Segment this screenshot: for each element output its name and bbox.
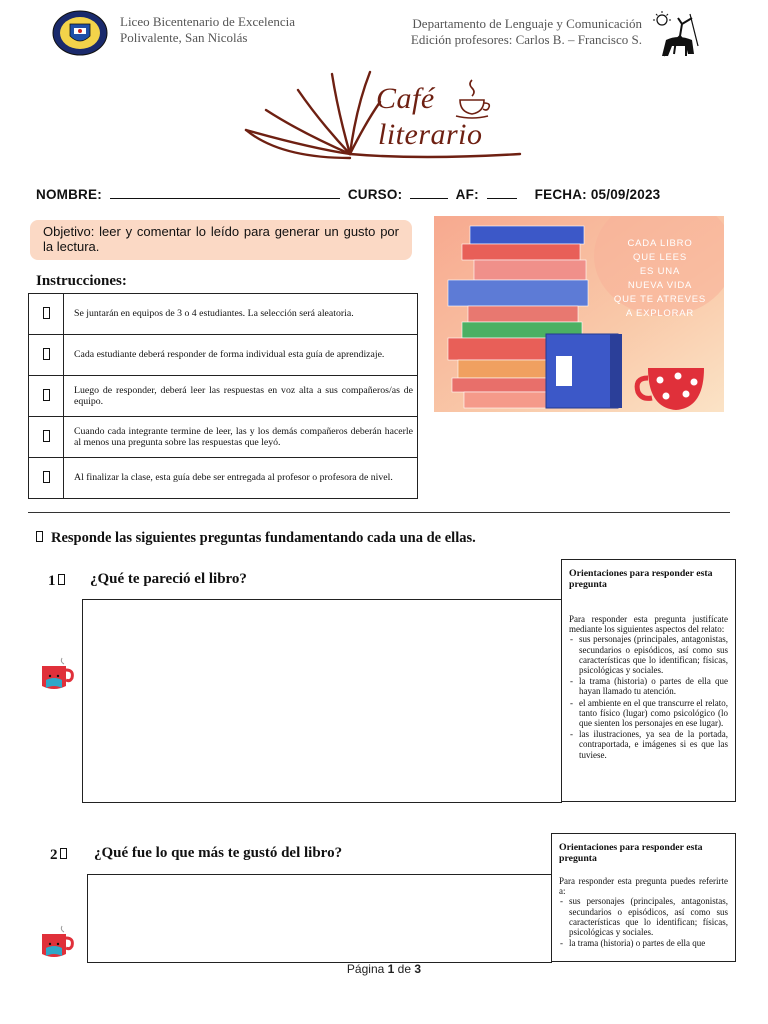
instruction-row bbox=[29, 335, 418, 376]
fecha-label: FECHA: bbox=[534, 187, 587, 202]
list-item: - la trama (historia) o partes de ella que bbox=[569, 938, 728, 948]
q1-question: ¿Qué te pareció el libro? bbox=[90, 571, 247, 587]
list-item: - la trama (historia) o partes de ella que hayan llamado tu atención. bbox=[579, 676, 728, 696]
mug-book-icon bbox=[38, 924, 76, 962]
q1-guide-list bbox=[569, 634, 728, 759]
title-cafe: Café bbox=[376, 82, 435, 115]
list-item: - el ambiente en el que transcurre el relato, tanto físico (lugar) como psicológico (lo que sienten los personajes en ese lugar). bbox=[579, 698, 728, 729]
illus-line4: NUEVA VIDA bbox=[627, 280, 693, 291]
fecha-value: 05/09/2023 bbox=[590, 187, 661, 202]
instructions-title: Instrucciones: bbox=[36, 273, 127, 289]
responde-heading bbox=[36, 530, 476, 547]
title-literario: literario bbox=[378, 118, 483, 151]
school-name bbox=[120, 14, 295, 46]
illus-line2: QUE LEES bbox=[633, 252, 687, 263]
nombre-label: NOMBRE: bbox=[36, 187, 102, 202]
instructions-table bbox=[28, 293, 418, 499]
checkbox-icon[interactable] bbox=[43, 471, 50, 483]
nombre-field[interactable] bbox=[110, 186, 340, 199]
instruction-text: Se juntarán en equipos de 3 o 4 estudiantes. La selección será aleatoria. bbox=[64, 294, 418, 335]
instruction-text: Al finalizar la clase, esta guía debe ser entregada al profesor o profesora de nivel. bbox=[64, 458, 418, 499]
student-info-line bbox=[36, 186, 660, 202]
curso-field[interactable] bbox=[410, 186, 448, 199]
checkbox-icon[interactable] bbox=[43, 307, 50, 319]
school-line2: Polivalente, San Nicolás bbox=[120, 30, 248, 45]
af-label: AF: bbox=[455, 187, 479, 202]
objective-box: Objetivo: leer y comentar lo leído para generar un gusto por la lectura. bbox=[30, 220, 412, 260]
q2-guide-title: Orientaciones para responder esta pregunta bbox=[559, 842, 703, 864]
q2-number-text: 2 bbox=[50, 847, 58, 863]
q2-question: ¿Qué fue lo que más te gustó del libro? bbox=[94, 845, 343, 861]
q1-number-text: 1 bbox=[48, 573, 56, 589]
checkbox-icon[interactable] bbox=[43, 348, 50, 360]
cafe-literario-logo bbox=[240, 62, 530, 166]
curso-label: CURSO: bbox=[347, 187, 403, 202]
total-pages: 3 bbox=[414, 962, 422, 976]
af-field[interactable] bbox=[487, 186, 517, 199]
illus-line1: CADA LIBRO bbox=[627, 238, 693, 249]
q1-number bbox=[48, 573, 65, 590]
books-illustration bbox=[434, 216, 724, 412]
responde-text: Responde las siguientes preguntas fundamentando cada una de ellas. bbox=[51, 530, 476, 546]
list-item: - sus personajes (principales, antagonistas, secundarios o episódicos, así como sus características que lo identifican; físicas, psicológicas y sociales. bbox=[569, 896, 728, 937]
q2-number bbox=[50, 847, 67, 864]
instruction-row bbox=[29, 458, 418, 499]
illus-line5: QUE TE ATREVES bbox=[613, 294, 707, 305]
list-item: - sus personajes (principales, antagonistas, secundarios o episódicos, así como sus características que lo identifican; físicas, psicológicas y sociales. bbox=[579, 634, 728, 675]
instruction-text: Cada estudiante deberá responder de forma individual esta guía de aprendizaje. bbox=[64, 335, 418, 376]
coffee-cup-icon bbox=[454, 76, 494, 120]
illus-line6: A EXPLORAR bbox=[625, 308, 695, 319]
q2-answer-box[interactable] bbox=[87, 874, 552, 963]
mug-book-icon bbox=[38, 656, 76, 694]
instruction-row bbox=[29, 417, 418, 458]
pagina-label: Página bbox=[346, 962, 385, 976]
dept-line1: Departamento de Lenguaje y Comunicación bbox=[412, 16, 642, 31]
school-line1: Liceo Bicentenario de Excelencia bbox=[120, 14, 296, 29]
q1-guide-intro: Para responder esta pregunta justifícate mediante los siguientes aspectos del relato: bbox=[569, 614, 728, 635]
checkbox-icon[interactable] bbox=[43, 430, 50, 442]
instruction-text: Cuando cada integrante termine de leer, las y los demás compañeros deberán hacerle al menos una pregunta sobre las respuestas que leyó. bbox=[64, 417, 418, 458]
page-footer bbox=[0, 962, 768, 976]
q1-answer-box[interactable] bbox=[82, 599, 562, 803]
instruction-row bbox=[29, 376, 418, 417]
checkbox-icon bbox=[36, 531, 43, 542]
instruction-text: Luego de responder, deberá leer las respuestas en voz alta a sus compañeros/as de equipo. bbox=[64, 376, 418, 417]
dept-line2: Edición profesores: Carlos B. – Francisco S. bbox=[410, 32, 642, 47]
department-info bbox=[380, 16, 642, 48]
list-item: - las ilustraciones, ya sea de la portada, contraportada, e imágenes si es que las tuviese. bbox=[579, 729, 728, 760]
q1-guide-title: Orientaciones para responder esta pregunta bbox=[569, 568, 713, 590]
q1-guidance bbox=[561, 559, 736, 802]
q2-guide-intro: Para responder esta pregunta puedes referirte a: bbox=[559, 876, 728, 897]
school-logo bbox=[52, 10, 108, 56]
current-page: 1 bbox=[387, 962, 395, 976]
q2-guide-list bbox=[559, 896, 728, 948]
illus-line3: ES UNA bbox=[639, 266, 681, 277]
instruction-row bbox=[29, 294, 418, 335]
de-label: de bbox=[397, 962, 412, 976]
divider bbox=[28, 512, 730, 513]
checkbox-icon[interactable] bbox=[43, 389, 50, 401]
q2-guidance bbox=[551, 833, 736, 962]
quixote-icon bbox=[652, 10, 706, 64]
